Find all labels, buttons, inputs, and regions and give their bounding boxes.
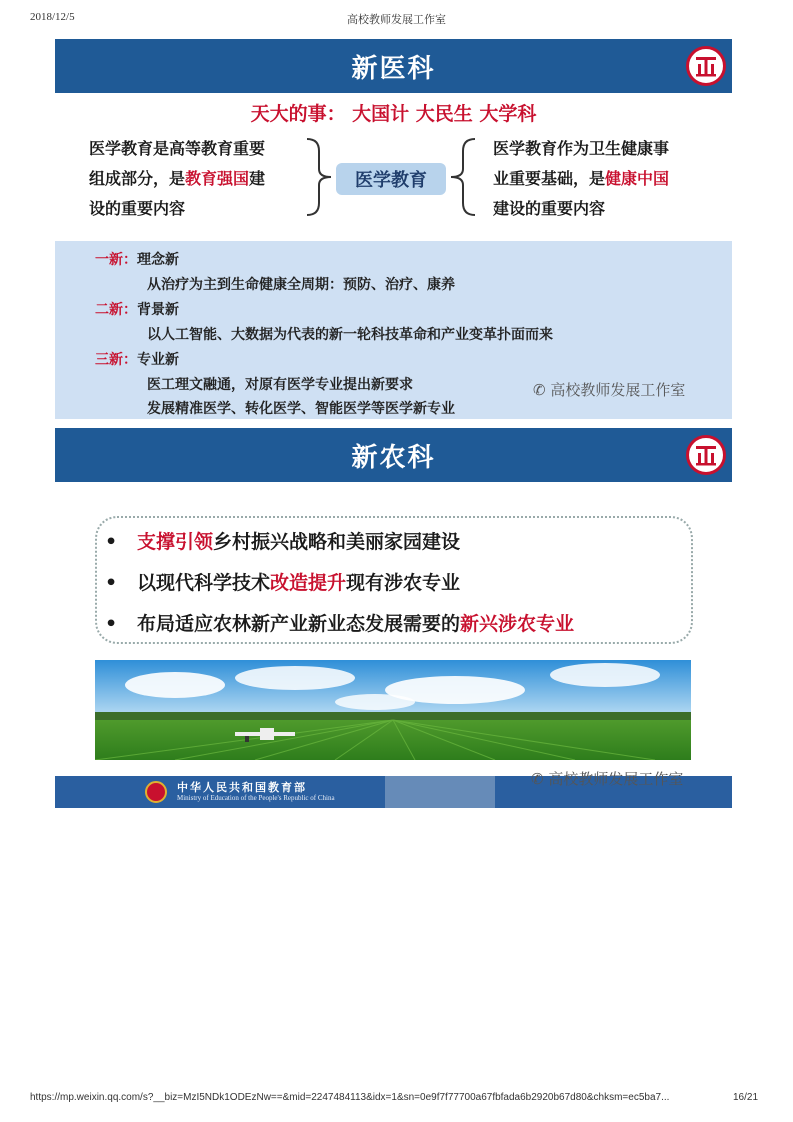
farmland-photo	[95, 660, 691, 760]
left-line-3: 设的重要内容	[89, 199, 186, 218]
slide-title-bar	[55, 39, 732, 93]
right-brace-icon	[447, 137, 477, 217]
ministry-name-cn: 中华人民共和国教育部	[177, 781, 307, 794]
university-logo-icon	[686, 435, 726, 475]
left-line-1: 医学教育是高等教育重要	[89, 139, 266, 158]
watermark: ✆ 高校教师发展工作室	[533, 381, 686, 399]
print-title: 高校教师发展工作室	[347, 14, 446, 26]
point-2-heading: 二新：背景新	[95, 302, 179, 318]
wechat-icon: ✆	[533, 381, 546, 399]
national-emblem-icon	[145, 781, 167, 803]
highlight-education-power: 教育强国	[185, 169, 250, 188]
bullet-item-1: • 支撑引领乡村振兴战略和美丽家园建设	[105, 531, 461, 553]
slide-title-bar	[55, 428, 732, 482]
slide-new-agriculture	[55, 428, 732, 808]
building-photo	[385, 776, 495, 808]
right-line-3: 建设的重要内容	[493, 199, 606, 218]
university-logo-icon	[686, 46, 726, 86]
watermark: ✆ 高校教师发展工作室	[531, 770, 684, 788]
three-new-points-box	[55, 241, 732, 419]
ministry-name-en: Ministry of Education of the People's Republic of China	[177, 794, 335, 802]
slide-title: 新农科	[351, 442, 436, 473]
slide-new-medicine	[55, 39, 732, 421]
point-2-detail: 以人工智能、大数据为代表的新一轮科技革命和产业变革扑面而来	[147, 327, 553, 343]
left-line-2: 组成部分，是教育强国建	[89, 169, 266, 188]
right-line-2: 业重要基础，是健康中国	[493, 169, 670, 188]
point-1-detail: 从治疗为主到生命健康全周期：预防、治疗、康养	[147, 277, 455, 293]
print-date: 2018/12/5	[30, 11, 75, 23]
left-statement	[89, 134, 329, 224]
right-statement	[493, 134, 728, 224]
center-label: 医学教育	[336, 163, 446, 195]
slide-title: 新医科	[351, 53, 436, 84]
highlight-healthy-china: 健康中国	[605, 169, 670, 188]
right-line-1: 医学教育作为卫生健康事	[493, 139, 670, 158]
point-3-heading: 三新：专业新	[95, 352, 179, 368]
left-brace-icon	[305, 137, 335, 217]
print-page-number: 16/21	[733, 1092, 759, 1103]
slide-subtitle: 天大的事： 大国计 大民生 大学科	[250, 103, 537, 125]
point-3-detail-2: 发展精准医学、转化医学、智能医学等医学新专业	[147, 401, 455, 417]
print-url: https://mp.weixin.qq.com/s?__biz=MzI5NDk1ODEzNw==&mid=2247484113&idx=1&sn=0e9f7f77700a67fbfada6b2920b67d80&chksm=ec5ba7...	[30, 1092, 670, 1103]
point-3-detail-1: 医工理文融通，对原有医学专业提出新要求	[147, 377, 413, 393]
bullet-item-2: • 以现代科学技术改造提升现有涉农专业	[105, 572, 461, 594]
wechat-icon: ✆	[531, 770, 544, 788]
bullet-item-3: • 布局适应农林新产业新业态发展需要的新兴涉农专业	[105, 613, 575, 635]
point-1-heading: 一新：理念新	[95, 252, 179, 268]
